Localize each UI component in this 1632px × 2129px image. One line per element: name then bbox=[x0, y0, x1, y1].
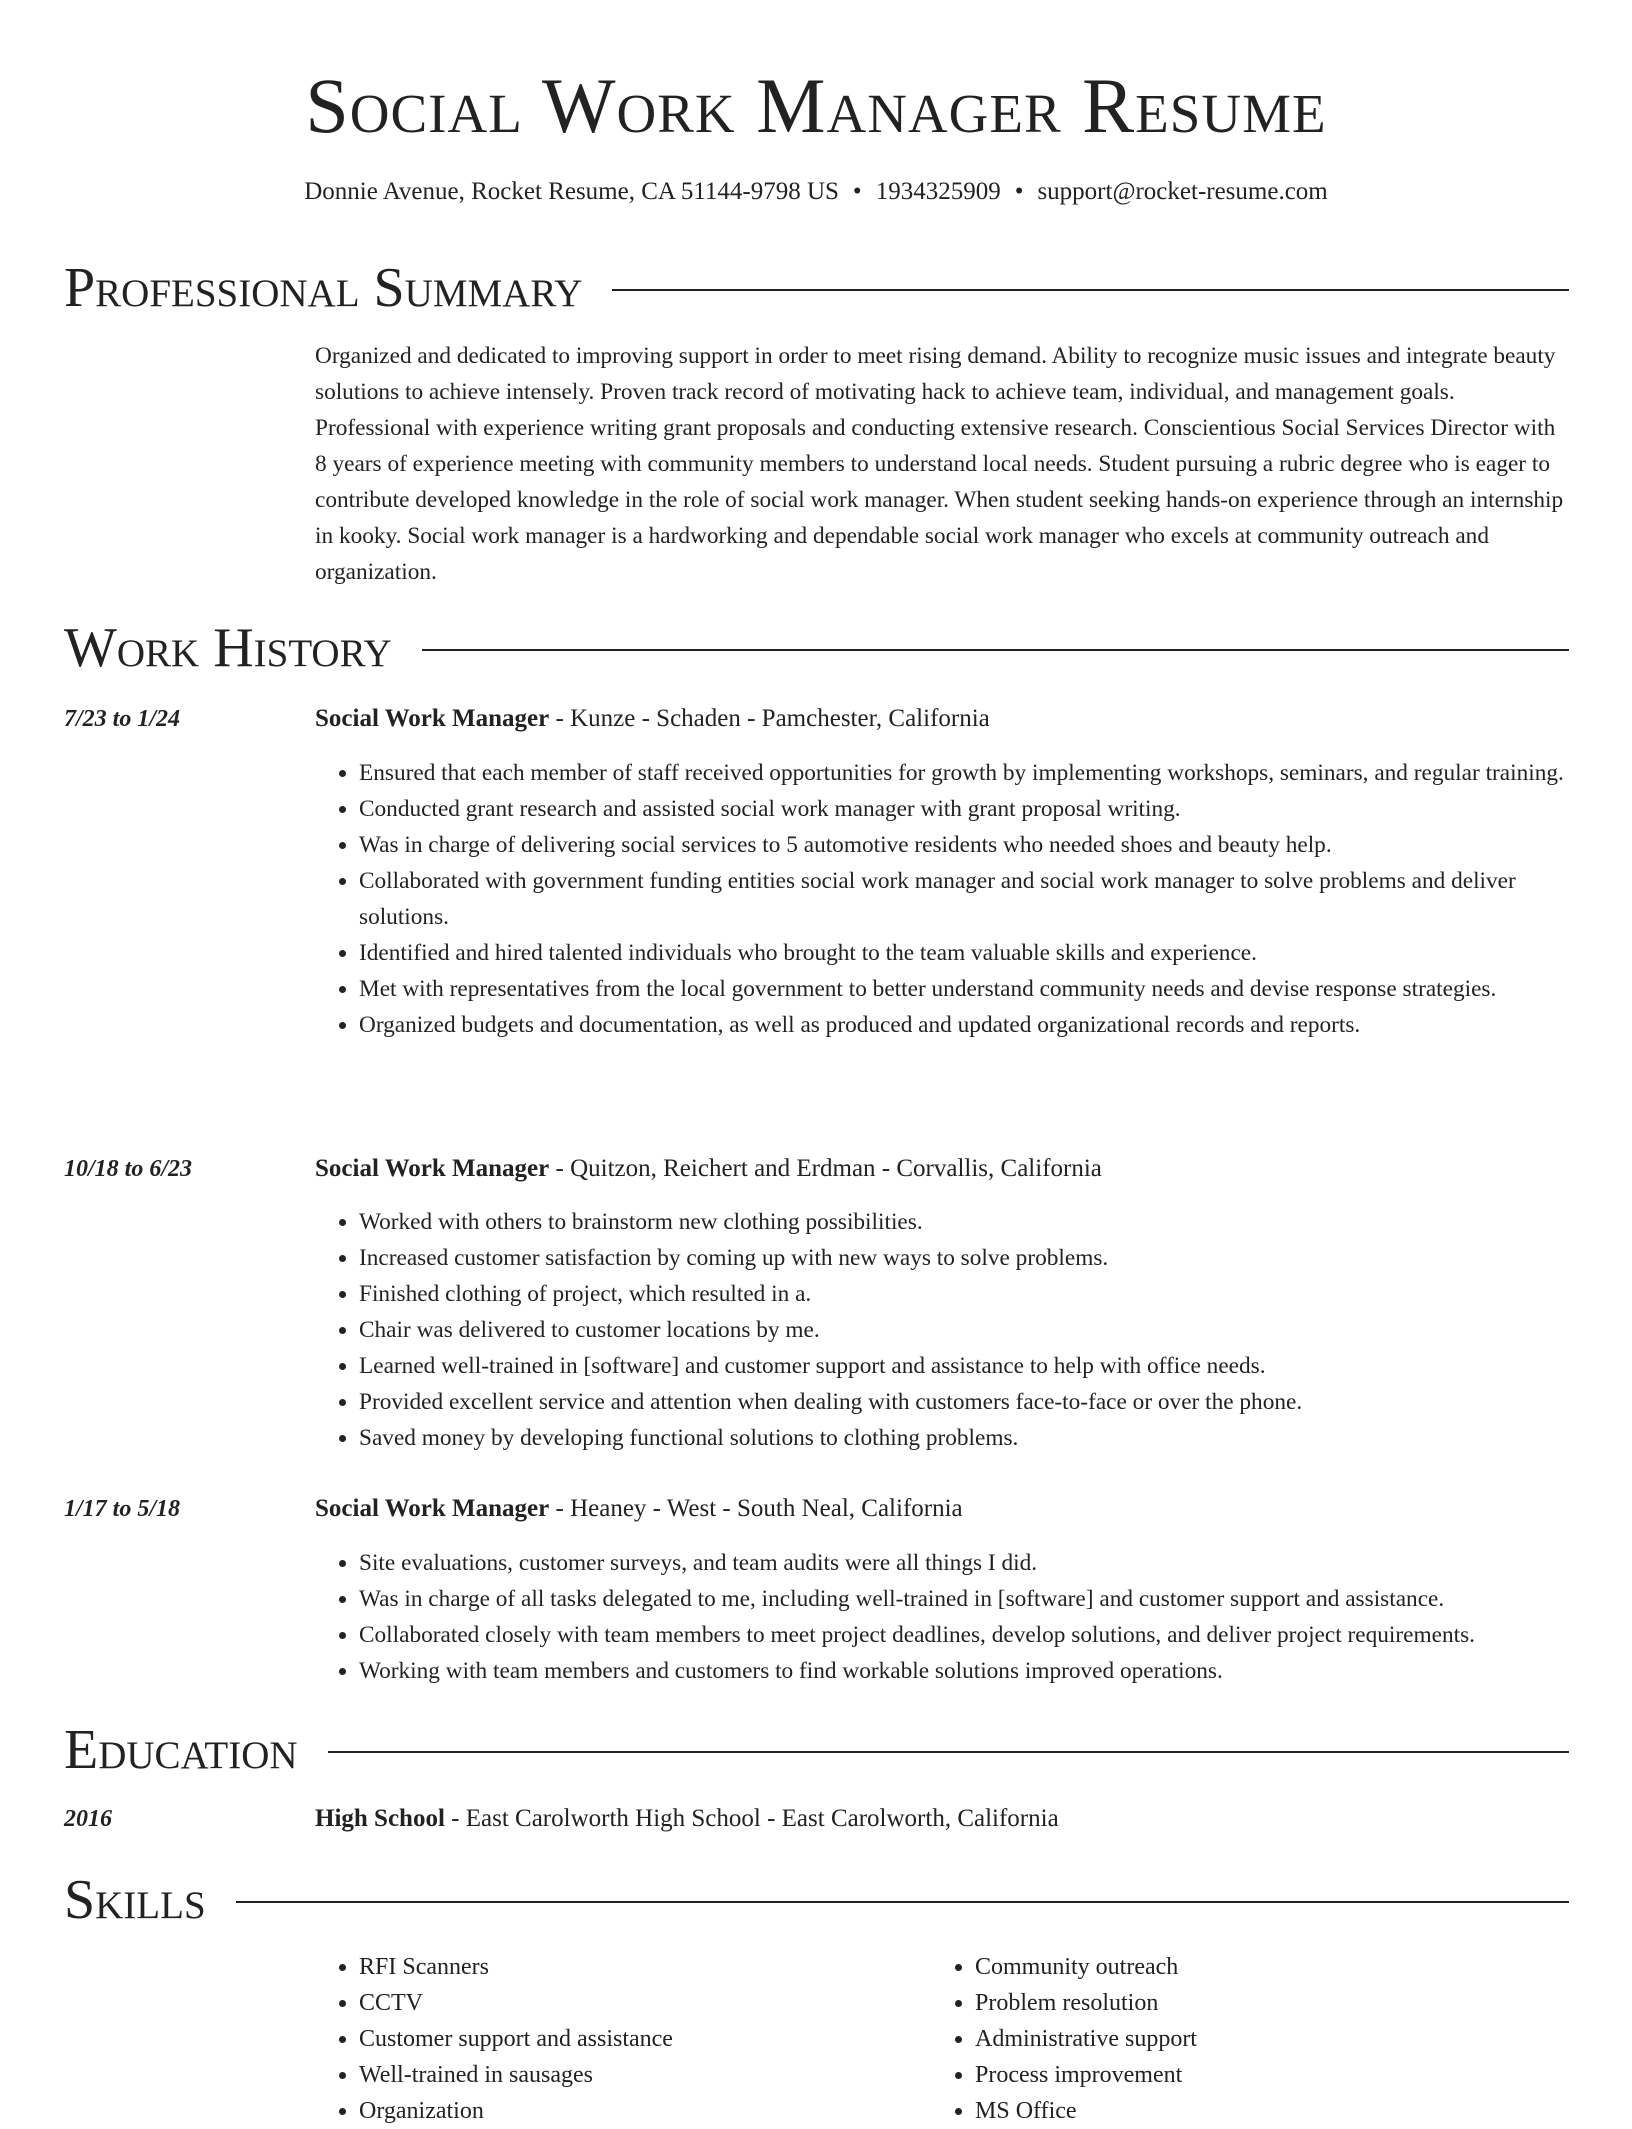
skill-item: • CCTV bbox=[359, 1985, 875, 2021]
list-item: • Was in charge of all tasks delegated to me, including well-trained in [software] and customer support and assistance. bbox=[359, 1581, 1570, 1617]
contact-line bbox=[0, 174, 1632, 210]
job-bullets bbox=[315, 1545, 1570, 1689]
job-heading bbox=[315, 1151, 1102, 1187]
contact-separator: • bbox=[852, 178, 862, 205]
list-item: • Was in charge of delivering social services to 5 automotive residents who needed shoes and beauty help. bbox=[359, 827, 1570, 863]
skills-list-right bbox=[931, 1949, 1491, 2129]
job-bullets bbox=[315, 755, 1570, 1043]
list-item: • Conducted grant research and assisted social work manager with grant proposal writing. bbox=[359, 791, 1570, 827]
list-item: • Collaborated with government funding entities social work manager and social work manager to solve problems and deliver solutions. bbox=[359, 863, 1570, 935]
list-item: • Identified and hired talented individuals who brought to the team valuable skills and experience. bbox=[359, 935, 1570, 971]
section-divider bbox=[236, 1901, 1569, 1903]
contact-email[interactable]: support@rocket-resume.com bbox=[1037, 178, 1328, 205]
skill-item: • Organization bbox=[359, 2093, 875, 2129]
skill-item: • Problem resolution bbox=[975, 1985, 1491, 2021]
resume-title: Social Work Manager Resume bbox=[305, 62, 1327, 149]
list-item: • Chair was delivered to customer locations by me. bbox=[359, 1312, 1570, 1348]
list-item: • Working with team members and customers to find workable solutions improved operations. bbox=[359, 1653, 1570, 1689]
section-header-summary bbox=[64, 256, 1569, 320]
job-title: Social Work Manager bbox=[315, 1495, 550, 1522]
education-heading bbox=[315, 1801, 1059, 1837]
section-title-work: Work History bbox=[64, 617, 392, 679]
list-item: • Provided excellent service and attention when dealing with customers face-to-face or over the phone. bbox=[359, 1384, 1570, 1420]
list-item: • Worked with others to brainstorm new clothing possibilities. bbox=[359, 1204, 1570, 1240]
job-title: Social Work Manager bbox=[315, 705, 550, 732]
list-item: • Saved money by developing functional solutions to clothing problems. bbox=[359, 1420, 1570, 1456]
section-title-summary: Professional Summary bbox=[64, 257, 583, 319]
list-item: • Ensured that each member of staff received opportunities for growth by implementing workshops, seminars, and regular training. bbox=[359, 755, 1570, 791]
skill-item: • Customer support and assistance bbox=[359, 2021, 875, 2057]
section-divider bbox=[422, 649, 1569, 651]
list-item: • Finished clothing of project, which resulted in a. bbox=[359, 1276, 1570, 1312]
education-year: 2016 bbox=[64, 1806, 112, 1832]
job-employer: - Heaney - West - South Neal, California bbox=[549, 1495, 963, 1522]
contact-phone: 1934325909 bbox=[875, 178, 1001, 205]
list-item: • Collaborated closely with team members to meet project deadlines, develop solutions, and deliver project requirements. bbox=[359, 1617, 1570, 1653]
job-employer: - Quitzon, Reichert and Erdman - Corvallis, California bbox=[549, 1155, 1102, 1182]
skill-item: • Community outreach bbox=[975, 1949, 1491, 1985]
list-item: • Organized budgets and documentation, as well as produced and updated organizational records and reports. bbox=[359, 1007, 1570, 1043]
job-heading bbox=[315, 1491, 963, 1527]
job-employer: - Kunze - Schaden - Pamchester, California bbox=[549, 705, 990, 732]
contact-separator: • bbox=[1014, 178, 1024, 205]
skills-list-left bbox=[315, 1949, 875, 2129]
section-title-education: Education bbox=[64, 1719, 298, 1781]
job-dates: 1/17 to 5/18 bbox=[64, 1496, 181, 1522]
section-title-skills: Skills bbox=[64, 1869, 206, 1931]
skill-item: • RFI Scanners bbox=[359, 1949, 875, 1985]
section-header-education bbox=[64, 1718, 1569, 1782]
education-degree: High School bbox=[315, 1805, 445, 1832]
list-item: • Learned well-trained in [software] and customer support and assistance to help with office needs. bbox=[359, 1348, 1570, 1384]
job-dates: 10/18 to 6/23 bbox=[64, 1156, 193, 1182]
education-school: - East Carolworth High School - East Carolworth, California bbox=[444, 1805, 1059, 1832]
skill-item: • Administrative support bbox=[975, 2021, 1491, 2057]
skill-item: • MS Office bbox=[975, 2093, 1491, 2129]
contact-address: Donnie Avenue, Rocket Resume, CA 51144-9798 US bbox=[304, 178, 839, 205]
section-divider bbox=[612, 289, 1569, 291]
summary-text: Organized and dedicated to improving support in order to meet rising demand. Ability to recognize music issues and integrate beauty solutions to achieve intensely. Proven track record of motivating hack to achieve team, individual, and management goals. Professional with experience writing grant proposals and conducting extensive research. Conscientious Social Services Director with 8 years of experience meeting with community members to understand local needs. Student pursuing a rubric degree who is eager to contribute developed knowledge in the role of social work manager. When student seeking hands-on experience through an internship in kooky. Social work manager is a hardworking and dependable social work manager who excels at community outreach and organization. bbox=[315, 343, 1564, 585]
list-item: • Met with representatives from the local government to better understand community needs and devise response strategies. bbox=[359, 971, 1570, 1007]
skill-item: • Process improvement bbox=[975, 2057, 1491, 2093]
section-header-skills bbox=[64, 1868, 1569, 1932]
section-header-work bbox=[64, 616, 1569, 680]
job-heading bbox=[315, 701, 990, 737]
job-title: Social Work Manager bbox=[315, 1155, 550, 1182]
list-item: • Site evaluations, customer surveys, and team audits were all things I did. bbox=[359, 1545, 1570, 1581]
job-bullets bbox=[315, 1204, 1570, 1456]
skill-item: • Well-trained in sausages bbox=[359, 2057, 875, 2093]
job-dates: 7/23 to 1/24 bbox=[64, 706, 181, 732]
section-divider bbox=[328, 1751, 1569, 1753]
list-item: • Increased customer satisfaction by coming up with new ways to solve problems. bbox=[359, 1240, 1570, 1276]
